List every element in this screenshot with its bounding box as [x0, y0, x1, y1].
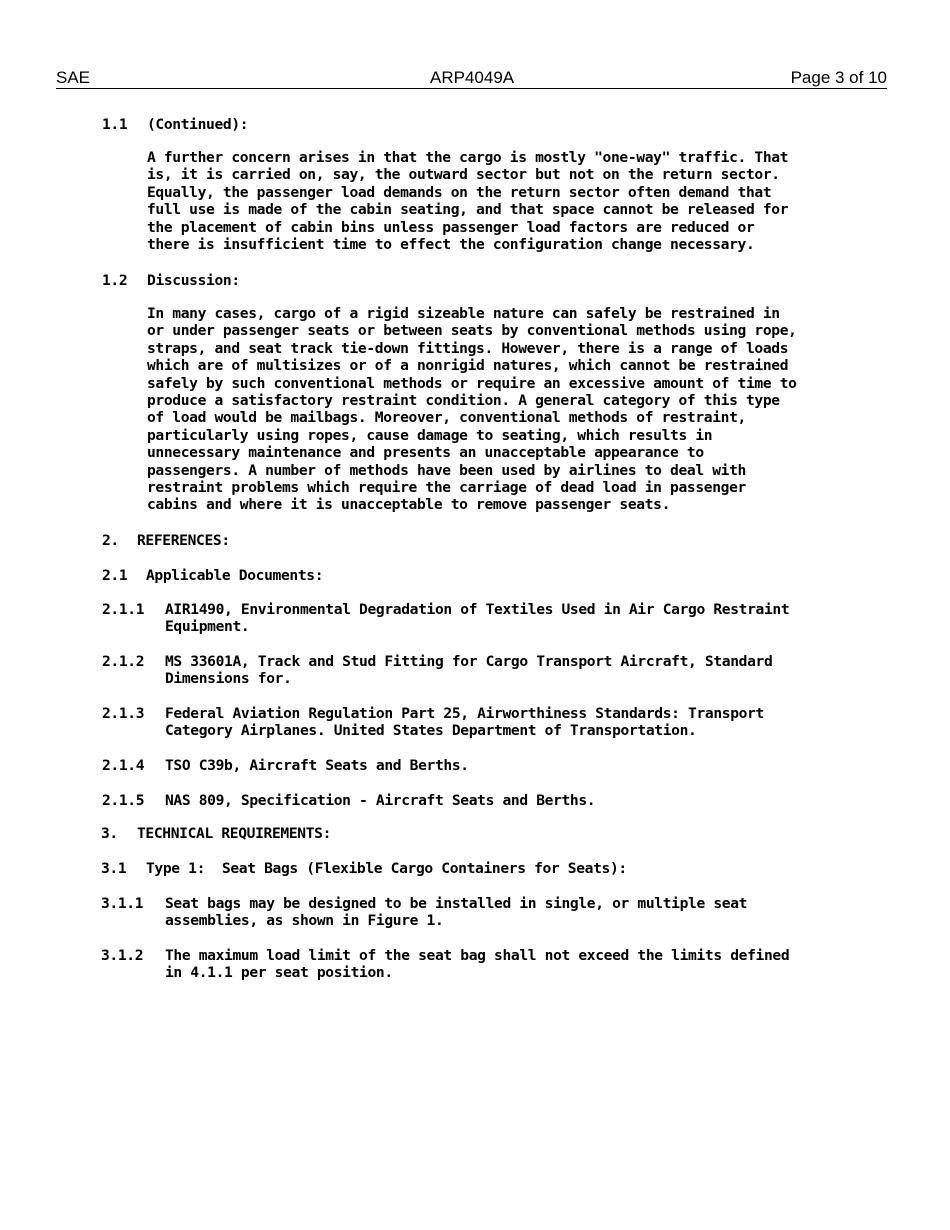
section-3-1-1-number: 3.1.1 — [101, 895, 144, 912]
section-2-1-5-text: NAS 809, Specification - Aircraft Seats and Berths. — [165, 792, 596, 809]
section-2-1-title: Applicable Documents: — [146, 567, 324, 584]
section-1-2-title: Discussion: — [147, 272, 240, 289]
section-1-2-text: In many cases, cargo of a rigid sizeable nature can safely be restrained in or under passenger seats or between seats by conventional methods using rope, straps, and seat track tie-down fittings. However, there is a range of loads which are of multisizes or of a nonrigid natures, which cannot be restrained safely by such conventional methods or require an excessive amount of time to produce a satisfactory restraint condition. A general category of this type of load would be mailbags. Moreover, conventional methods of restraint, particularly using ropes, cause damage to seating, which results in unnecessary maintenance and presents an unacceptable appearance to passengers. A number of methods have been used by airlines to deal with restraint problems which require the carriage of dead load in passenger cabins and where it is unacceptable to remove passenger seats. — [147, 305, 797, 514]
section-3-title: TECHNICAL REQUIREMENTS: — [137, 825, 332, 842]
section-3-1-title: Type 1: Seat Bags (Flexible Cargo Containers for Seats): — [146, 860, 627, 877]
section-1-1-title: (Continued): — [147, 116, 249, 133]
section-3-1-1-text: Seat bags may be designed to be installed in single, or multiple seat assemblies, as shown in Figure 1. — [165, 895, 748, 930]
section-2-1-3-number: 2.1.3 — [102, 705, 145, 722]
section-2-1-2-text: MS 33601A, Track and Stud Fitting for Cargo Transport Aircraft, Standard Dimensions for. — [165, 653, 773, 688]
section-1-1-number: 1.1 — [102, 116, 128, 133]
section-2-1-1-text: AIR1490, Environmental Degradation of Textiles Used in Air Cargo Restraint Equipment. — [165, 601, 790, 636]
header-page-number: Page 3 of 10 — [790, 68, 887, 87]
section-2-1-5-number: 2.1.5 — [102, 792, 145, 809]
section-2-1-number: 2.1 — [102, 567, 128, 584]
section-2-1-1-number: 2.1.1 — [102, 601, 145, 618]
section-1-1-text: A further concern arises in that the cargo is mostly "one-way" traffic. That is, it is carried on, say, the outward sector but not on the return sector. Equally, the passenger load demands on the return sector often demand that full use is made of the cabin seating, and that space cannot be released for the placement of cabin bins unless passenger load factors are reduced or there is insufficient time to effect the configuration change necessary. — [147, 149, 789, 254]
header-org: SAE — [56, 68, 91, 87]
section-3-1-number: 3.1 — [101, 860, 127, 877]
section-2-1-3-text: Federal Aviation Regulation Part 25, Airworthiness Standards: Transport Category Airplanes. United States Department of Transportation. — [165, 705, 764, 740]
section-2-number: 2. — [102, 532, 119, 549]
section-3-1-2-number: 3.1.2 — [101, 947, 144, 964]
section-2-1-4-number: 2.1.4 — [102, 757, 145, 774]
section-1-2-number: 1.2 — [102, 272, 128, 289]
header-doc-id: ARP4049A — [430, 68, 515, 87]
section-3-number: 3. — [101, 825, 118, 842]
section-3-1-2-text: The maximum load limit of the seat bag shall not exceed the limits defined in 4.1.1 per seat position. — [165, 947, 790, 982]
section-2-1-4-text: TSO C39b, Aircraft Seats and Berths. — [165, 757, 469, 774]
section-2-1-2-number: 2.1.2 — [102, 653, 145, 670]
section-2-title: REFERENCES: — [137, 532, 230, 549]
